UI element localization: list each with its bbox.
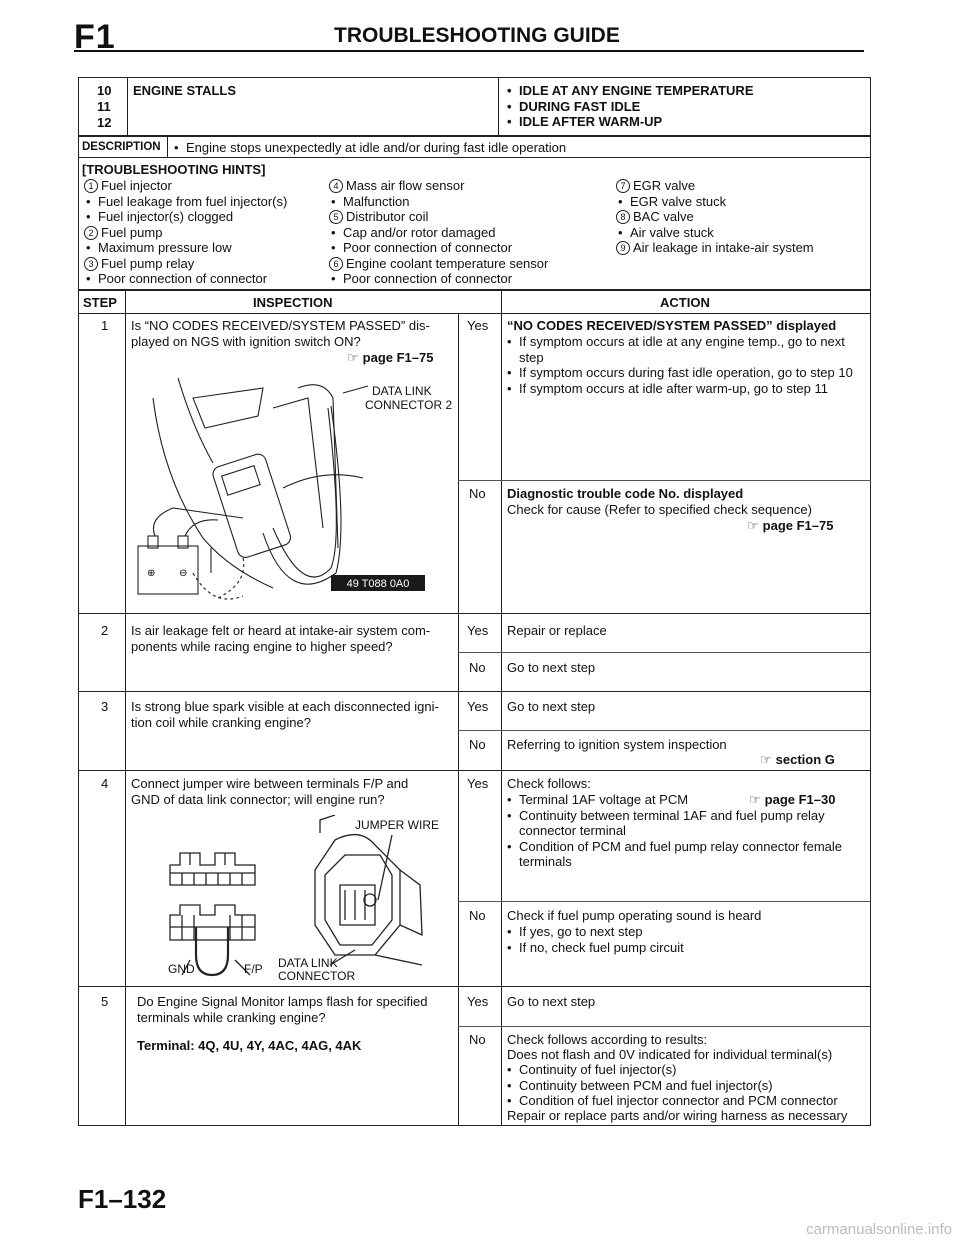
reference-text: page F1–75	[762, 518, 834, 533]
hint-sub: • Maximum pressure low	[84, 240, 287, 256]
yes-no-divider	[458, 480, 871, 481]
action-list	[505, 1062, 838, 1109]
table-header-rule	[78, 313, 871, 314]
action-list	[505, 924, 684, 955]
action-text: Go to next step	[507, 699, 596, 714]
condition-item: • IDLE AT ANY ENGINE TEMPERATURE	[505, 83, 754, 99]
inspection-text: Is air leakage felt or heard at intake-air system com-	[131, 623, 431, 638]
reference-text: page F1–30	[764, 792, 836, 807]
hint-ect-sensor	[329, 256, 548, 272]
figure-label: CONNECTOR 2	[365, 398, 453, 412]
action-text: Does not flash and 0V indicated for individual terminal(s)	[507, 1047, 833, 1062]
hint-number: 8	[616, 210, 630, 224]
hint-number: 3	[84, 257, 98, 271]
condition-item: • IDLE AFTER WARM-UP	[505, 114, 754, 130]
step-number: 3	[101, 699, 109, 714]
battery-minus-icon: ⊖	[179, 568, 188, 579]
inspection-text: ponents while racing engine to higher speed?	[131, 639, 393, 654]
page-reference	[747, 518, 833, 534]
action-item-text: If symptom occurs at idle at any engine temp., go to next	[519, 334, 845, 349]
hint-label: BAC valve	[633, 209, 694, 224]
column-divider	[125, 290, 126, 1126]
symptom-number: 11	[97, 99, 111, 114]
column-divider	[501, 290, 502, 1126]
no-label: No	[469, 660, 486, 675]
hint-label: Fuel injector	[101, 178, 172, 193]
hints-column-3	[616, 178, 814, 256]
action-item	[505, 334, 853, 365]
hints-column-2	[329, 178, 548, 287]
page-reference	[749, 792, 835, 808]
action-list	[505, 334, 853, 396]
page-number: F1–132	[78, 1184, 167, 1214]
action-item: • If yes, go to next step	[505, 924, 684, 940]
action-text: Repair or replace parts and/or wiring harness as necessary	[507, 1108, 848, 1123]
inspection-text: Do Engine Signal Monitor lamps flash for specified	[137, 994, 428, 1009]
action-item-text: terminals	[519, 854, 572, 869]
action-title: Diagnostic trouble code No. displayed	[507, 486, 744, 501]
divider	[78, 157, 871, 158]
hint-number: 9	[616, 241, 630, 255]
hint-label: Air leakage in intake-air system	[633, 240, 814, 255]
action-text: Repair or replace	[507, 623, 607, 638]
hints-column-1	[84, 178, 287, 287]
action-text: Check for cause (Refer to specified check sequence)	[507, 502, 812, 517]
figure-label: GND	[168, 962, 195, 976]
step-number: 2	[101, 623, 109, 638]
reference-text: page F1–75	[362, 350, 434, 365]
action-title: Check follows:	[507, 776, 591, 791]
row-divider	[78, 613, 871, 614]
battery-plus-icon: ⊕	[147, 568, 156, 579]
yes-label: Yes	[467, 623, 489, 638]
action-item-text: Condition of PCM and fuel pump relay connector female	[519, 838, 843, 854]
hint-sub: • Air valve stuck	[616, 225, 814, 241]
header-rule	[74, 50, 864, 52]
inspection-text: Is strong blue spark visible at each disconnected igni-	[131, 699, 439, 714]
hint-sub: • Poor connection of connector	[84, 271, 287, 287]
hint-air-leakage	[616, 240, 814, 256]
reference-text: section G	[775, 752, 835, 767]
action-item	[505, 808, 842, 839]
action-item	[505, 381, 853, 397]
reference-icon: ☞	[760, 752, 772, 767]
action-text: Go to next step	[507, 660, 596, 675]
hint-label: Engine coolant temperature sensor	[346, 255, 549, 271]
row-divider	[78, 770, 871, 771]
hint-number: 1	[84, 179, 98, 193]
yes-no-divider	[458, 652, 871, 653]
inspection-text: GND of data link connector; will engine run?	[131, 792, 385, 807]
hint-label: Distributor coil	[346, 209, 429, 224]
figure-label: CONNECTOR	[278, 969, 356, 983]
action-item	[505, 365, 853, 381]
hint-sub: • Malfunction	[329, 194, 548, 210]
yes-label: Yes	[467, 776, 489, 791]
reference-icon: ☞	[347, 350, 359, 365]
hint-number: 4	[329, 179, 343, 193]
action-item-text: Continuity between terminal 1AF and fuel pump relay	[519, 807, 825, 823]
action-text: Go to next step	[507, 994, 596, 1009]
reference-icon: ☞	[747, 518, 759, 533]
yes-label: Yes	[467, 699, 489, 714]
symptom-number: 10	[97, 83, 112, 98]
hint-egr-valve	[616, 178, 814, 194]
hint-label: Fuel pump relay	[101, 255, 195, 271]
no-label: No	[469, 486, 486, 501]
yes-label: Yes	[467, 318, 489, 333]
section-reference	[760, 752, 835, 768]
action-title: “NO CODES RECEIVED/SYSTEM PASSED” displayed	[507, 318, 837, 333]
section-code: F1	[74, 18, 116, 56]
hint-fuel-injector	[84, 178, 287, 194]
hint-bac-valve	[616, 209, 814, 225]
hint-number: 6	[329, 257, 343, 271]
figure-label: DATA LINK	[278, 956, 338, 970]
action-item: • Continuity between PCM and fuel injector(s)	[505, 1078, 838, 1094]
reference-icon: ☞	[749, 792, 761, 807]
column-header-action: ACTION	[660, 295, 710, 310]
action-item-text: connector terminal	[519, 823, 626, 838]
inspection-text: Connect jumper wire between terminals F/P and	[131, 776, 409, 791]
symptom-conditions	[505, 83, 754, 130]
watermark: carmanualsonline.info	[806, 1221, 952, 1238]
hint-sub: • Poor connection of connector	[329, 240, 548, 256]
hint-sub: • Fuel injector(s) clogged	[84, 209, 287, 225]
description-text	[172, 140, 566, 156]
divider	[167, 136, 168, 157]
action-item-text: If symptom occurs at idle after warm-up, go to step 11	[519, 380, 828, 396]
yes-no-divider	[458, 730, 871, 731]
description-item: • Engine stops unexpectedly at idle and/or during fast idle operation	[172, 140, 566, 156]
inspection-text: terminals while cranking engine?	[137, 1010, 326, 1025]
hint-sub: • Cap and/or rotor damaged	[329, 225, 548, 241]
divider	[498, 77, 499, 136]
column-header-step: STEP	[83, 295, 117, 310]
action-item: • Condition of fuel injector connector and PCM connector	[505, 1093, 838, 1109]
hints-title: [TROUBLESHOOTING HINTS]	[82, 162, 266, 177]
row-divider	[78, 986, 871, 987]
no-label: No	[469, 1032, 486, 1047]
hint-number: 5	[329, 210, 343, 224]
yes-no-divider	[458, 1026, 871, 1027]
step-number: 1	[101, 318, 109, 333]
action-title: Check if fuel pump operating sound is heard	[507, 908, 762, 923]
tool-number: 49 T088 0A0	[346, 578, 410, 590]
hint-label: EGR valve	[633, 178, 696, 193]
step-number: 5	[101, 994, 109, 1009]
yes-label: Yes	[467, 994, 489, 1009]
figure-label: F/P	[244, 962, 263, 976]
action-item-text: Terminal 1AF voltage at PCM	[519, 792, 689, 807]
column-header-inspection: INSPECTION	[253, 295, 333, 310]
hint-sub: • Fuel leakage from fuel injector(s)	[84, 194, 287, 210]
row-divider	[78, 691, 871, 692]
hint-number: 7	[616, 179, 630, 193]
page-title: TROUBLESHOOTING GUIDE	[334, 24, 620, 47]
inspection-text: Is “NO CODES RECEIVED/SYSTEM PASSED” dis-	[131, 318, 430, 333]
action-item-text: If symptom occurs during fast idle operation, go to step 10	[519, 365, 853, 380]
hint-fuel-pump	[84, 225, 287, 241]
description-label: DESCRIPTION	[82, 141, 161, 153]
hint-label: Fuel pump	[101, 224, 163, 240]
no-label: No	[469, 737, 486, 752]
figure-label: DATA LINK	[372, 384, 432, 398]
action-item	[505, 839, 842, 870]
hint-sub: • EGR valve stuck	[616, 194, 814, 210]
inspection-text: tion coil while cranking engine?	[131, 715, 311, 730]
figure-label: JUMPER WIRE	[355, 818, 439, 832]
terminal-list: Terminal: 4Q, 4U, 4Y, 4AC, 4AG, 4AK	[137, 1038, 362, 1053]
hint-label: Mass air flow sensor	[346, 178, 465, 193]
hint-sub: • Poor connection of connector	[329, 271, 548, 287]
hint-fuel-pump-relay	[84, 256, 287, 272]
action-item: • Continuity of fuel injector(s)	[505, 1062, 838, 1078]
action-text: Referring to ignition system inspection	[507, 737, 727, 752]
hint-maf-sensor	[329, 178, 548, 194]
yes-no-divider	[458, 901, 871, 902]
hint-distributor-coil	[329, 209, 548, 225]
action-item-text: step	[519, 349, 544, 365]
divider	[127, 77, 128, 136]
condition-item: • DURING FAST IDLE	[505, 99, 754, 115]
page-reference	[347, 350, 433, 366]
action-item: • If no, check fuel pump circuit	[505, 940, 684, 956]
column-divider	[458, 313, 459, 1126]
inspection-text: played on NGS with ignition switch ON?	[131, 334, 361, 349]
symptom-number: 12	[97, 115, 112, 130]
no-label: No	[469, 908, 486, 923]
action-title: Check follows according to results:	[507, 1032, 708, 1047]
symptom-name: ENGINE STALLS	[133, 83, 237, 98]
step-number: 4	[101, 776, 109, 791]
hint-number: 2	[84, 226, 98, 240]
